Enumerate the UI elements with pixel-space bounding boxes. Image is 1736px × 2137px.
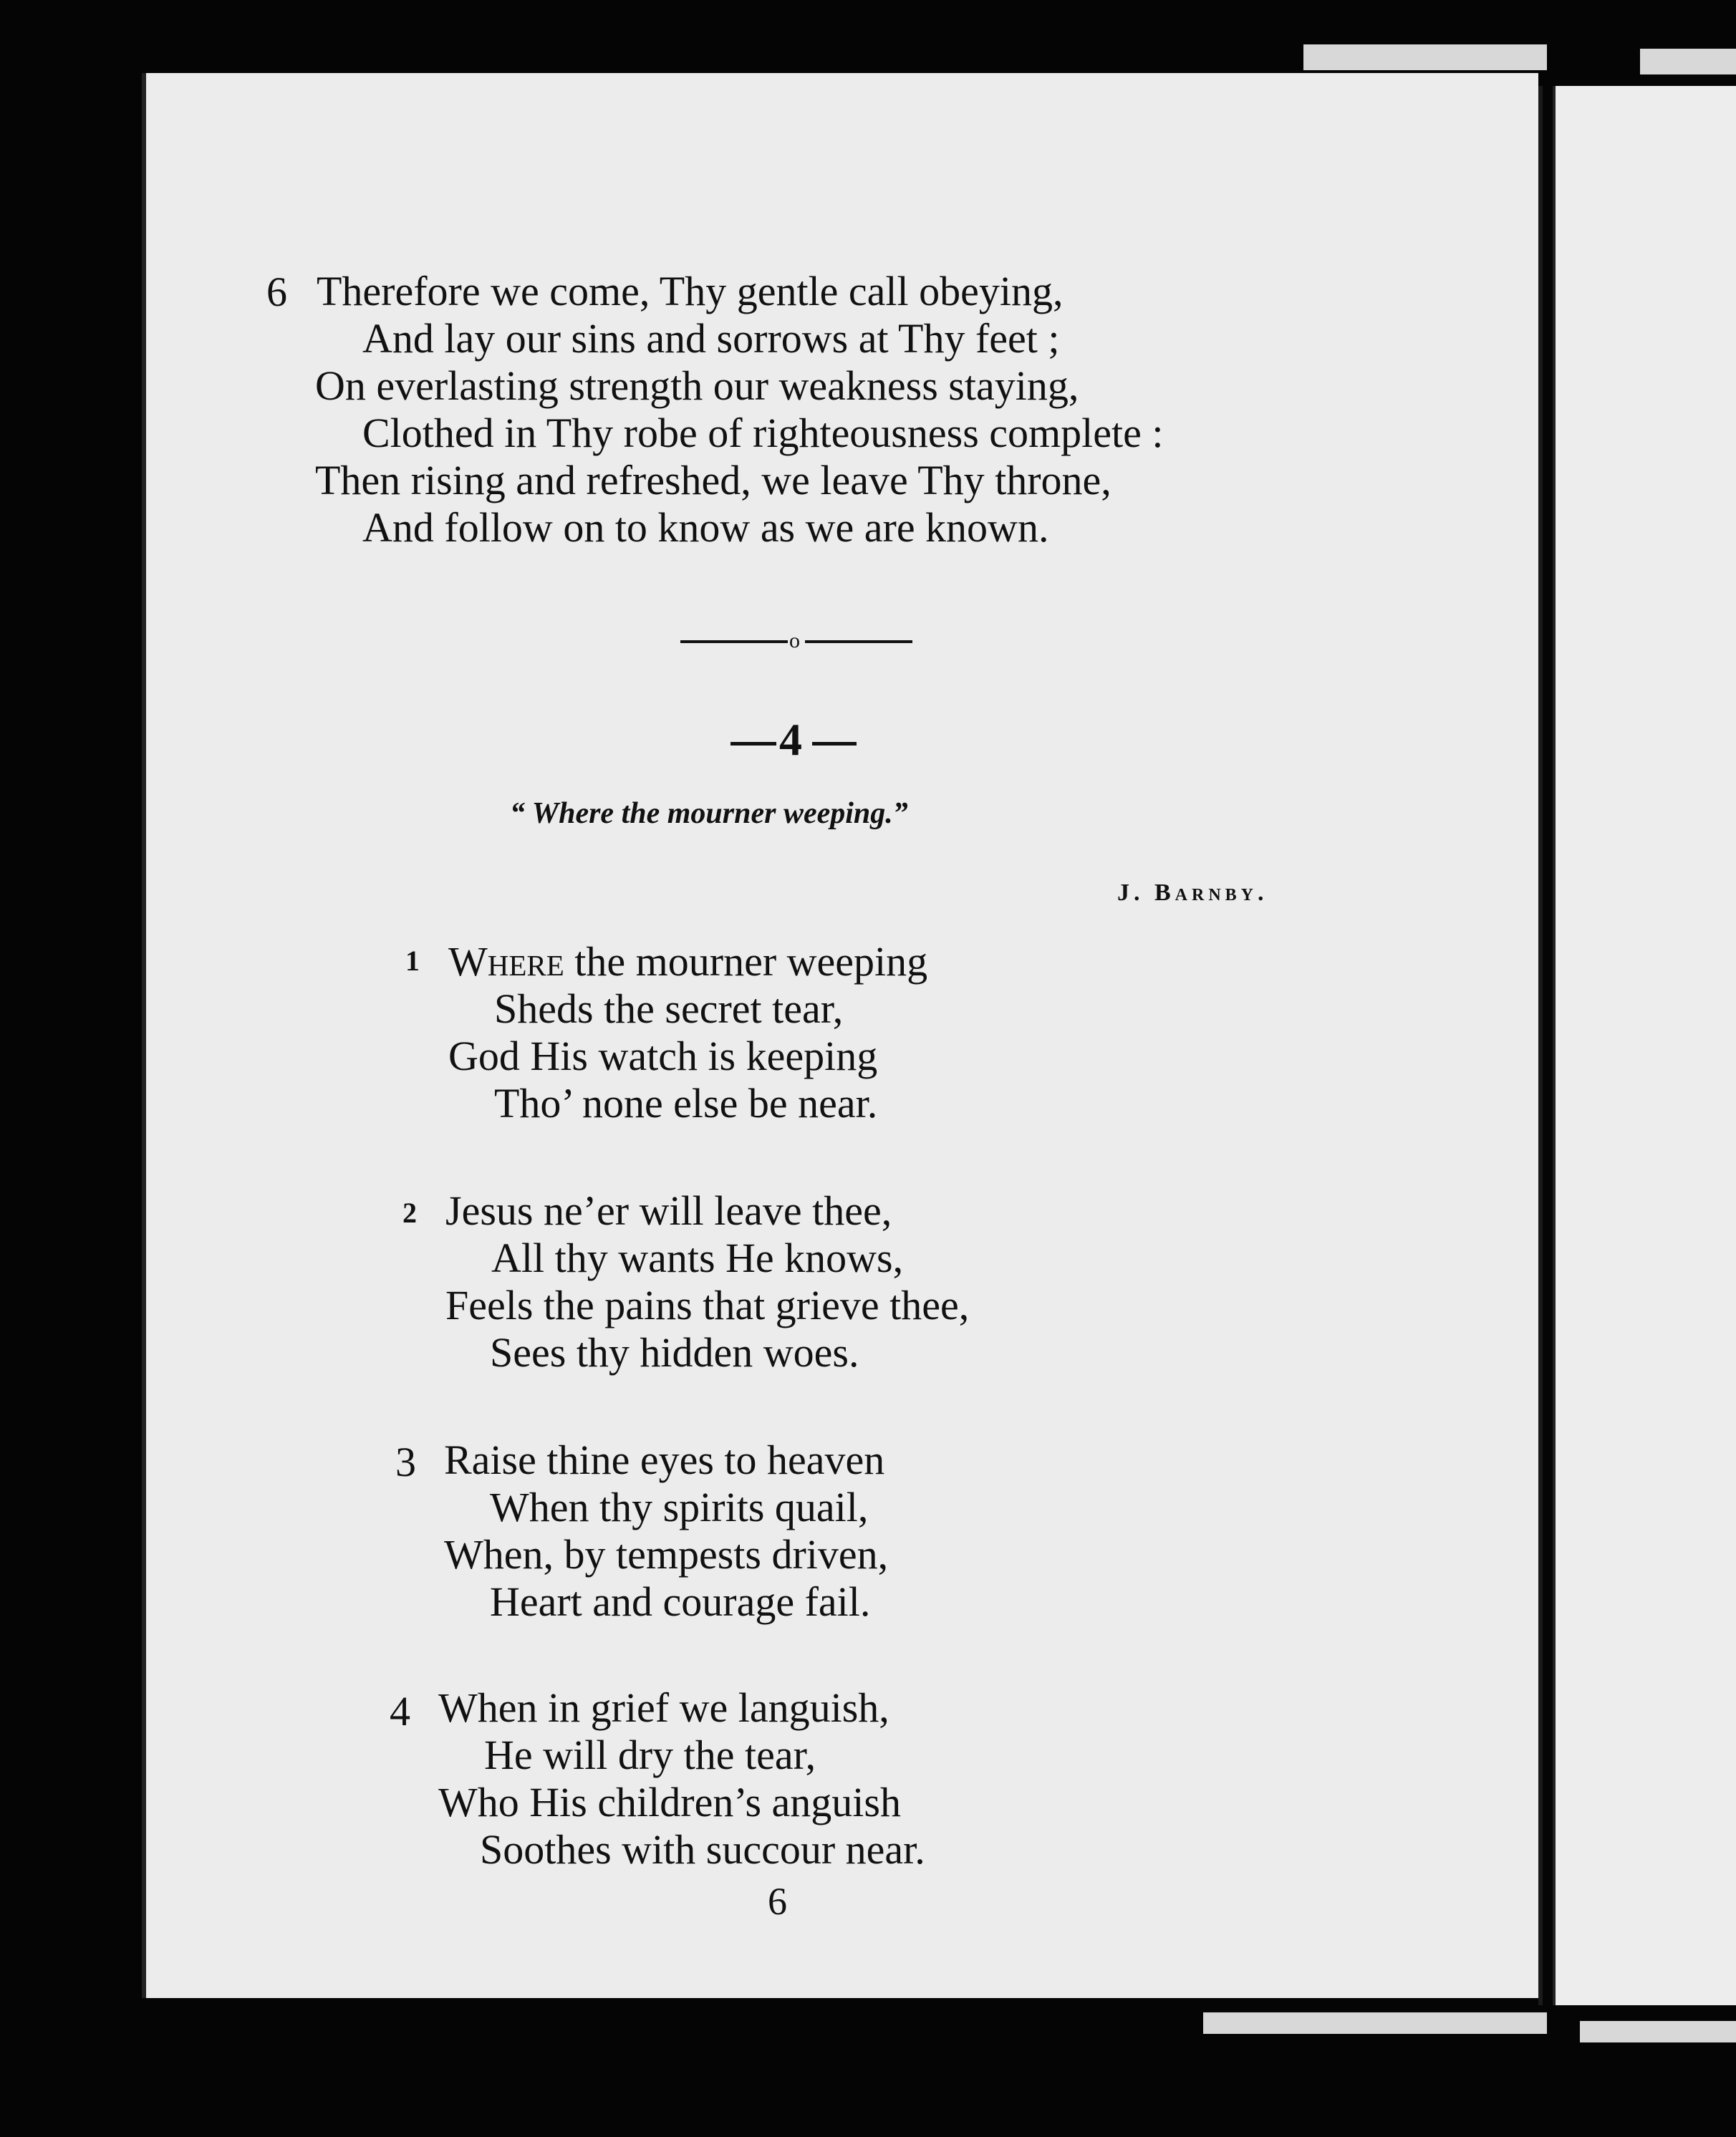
stanza-number: 2 (402, 1197, 417, 1229)
verse-line-rest: the mourner weeping (574, 938, 928, 985)
verse-line: And lay our sins and sorrows at Thy feet ; (362, 315, 1060, 362)
film-edge-strip (1640, 49, 1736, 74)
verse-line: Soothes with succour near. (480, 1826, 925, 1873)
verse-line: God His watch is keeping (448, 1033, 878, 1079)
divider-rule-left (680, 640, 788, 643)
verse-line: When, by tempests driven, (444, 1531, 889, 1578)
verse-line: Jesus ne’er will leave thee, (445, 1187, 892, 1234)
film-edge-strip (1203, 2012, 1547, 2034)
verse-line: When in grief we languish, (438, 1684, 889, 1731)
stanza-number: 3 (395, 1439, 416, 1485)
stanza-number: 1 (405, 945, 420, 977)
stanza-first-word: Where (448, 938, 564, 985)
verse-line: And follow on to know as we are known. (362, 504, 1049, 551)
verse-line (448, 938, 927, 985)
verse-line: When thy spirits quail, (490, 1484, 869, 1530)
verse-number: 6 (266, 269, 287, 315)
verse-line: On everlasting strength our weakness staying, (315, 362, 1079, 409)
verse-line: Who His children’s anguish (438, 1779, 901, 1825)
facing-page-edge (1553, 86, 1736, 2005)
verse-line: Heart and courage fail. (490, 1578, 871, 1625)
hymn-subtitle: “ Where the mourner weeping.” (510, 797, 908, 830)
verse-line: Tho’ none else be near. (494, 1080, 878, 1127)
composer-name: J. Barnby. (1117, 879, 1268, 906)
verse-line: Sheds the secret tear, (494, 985, 844, 1032)
hymn-number-dash-left (730, 742, 776, 746)
verse-line: He will dry the tear, (484, 1732, 816, 1778)
stanza-number: 4 (390, 1688, 410, 1735)
divider-ornament: o (789, 629, 800, 652)
page-number: 6 (768, 1880, 787, 1923)
verse-line: All thy wants He knows, (491, 1235, 904, 1281)
verse-line: Clothed in Thy robe of righteousness complete : (362, 410, 1164, 456)
verse-line: Raise thine eyes to heaven (444, 1437, 885, 1483)
verse-line: Then rising and refreshed, we leave Thy throne, (315, 457, 1111, 503)
film-edge-strip (1580, 2021, 1736, 2042)
book-spine (1538, 86, 1543, 2005)
divider-rule-right (805, 640, 912, 643)
film-edge-strip (1303, 44, 1547, 70)
hymn-number: 4 (779, 714, 802, 765)
verse-line: Sees thy hidden woes. (490, 1329, 859, 1376)
hymn-number-dash-right (812, 742, 857, 746)
verse-line: Therefore we come, Thy gentle call obeying, (317, 268, 1064, 314)
verse-line: Feels the pains that grieve thee, (445, 1282, 970, 1328)
